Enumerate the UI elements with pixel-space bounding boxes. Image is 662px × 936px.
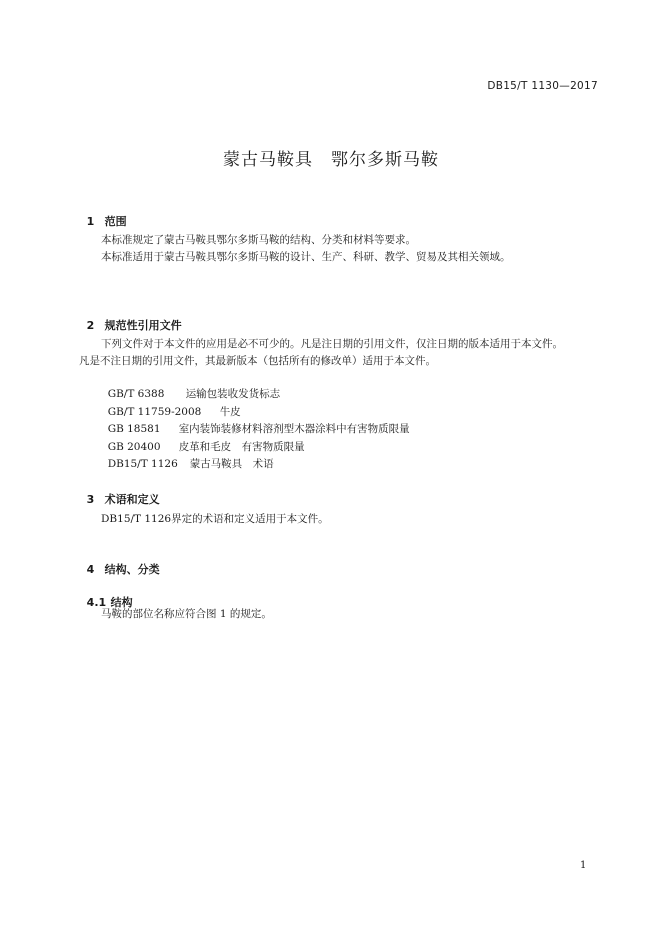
reference-title: 皮革和毛皮 有害物质限量: [178, 441, 305, 453]
section-number: 3: [86, 493, 95, 506]
reference-title: 室内装饰装修材料溶剂型木器涂料中有害物质限量: [178, 423, 410, 435]
section-title: 结构: [110, 596, 133, 609]
section-heading-normative-references: [79, 304, 182, 333]
reference-title: 运输包装收发货标志: [185, 388, 281, 400]
reference-code: GB 20400: [107, 441, 161, 453]
reference-code: DB15/T 1126: [107, 458, 178, 470]
section-number: 4: [86, 563, 95, 576]
terms-paragraph: DB15/T 1126界定的术语和定义适用于本文件。: [101, 513, 329, 525]
reference-code: GB/T 11759-2008: [107, 406, 202, 418]
section-heading-scope: [79, 200, 127, 229]
reference-title: 蒙古马鞍具 术语: [189, 458, 274, 470]
scope-paragraph-1: 本标准规定了蒙古马鞍具鄂尔多斯马鞍的结构、分类和材料等要求。: [101, 234, 416, 246]
section-heading-structure-classification: [79, 548, 160, 577]
page-number: 1: [580, 860, 587, 871]
references-intro-line-2: 凡是不注日期的引用文件，其最新版本（包括所有的修改单）适用于本文件。: [79, 355, 436, 367]
section-title: 规范性引用文件: [104, 319, 182, 332]
section-number: 4.1: [86, 596, 107, 609]
reference-code: GB 18581: [107, 423, 161, 435]
references-intro-line-1: 下列文件对于本文件的应用是必不可少的。凡是注日期的引用文件，仅注日期的版本适用于本文件。: [101, 338, 563, 350]
structure-paragraph: 马鞍的部位名称应符合图 1 的规定。: [101, 608, 272, 620]
document-code: DB15/T 1130—2017: [487, 80, 598, 92]
reference-code: GB/T 6388: [107, 388, 165, 400]
section-title: 结构、分类: [104, 563, 160, 576]
scope-paragraph-2: 本标准适用于蒙古马鞍具鄂尔多斯马鞍的设计、生产、科研、教学、贸易及其相关领域。: [101, 251, 511, 263]
document-title: 蒙古马鞍具 鄂尔多斯马鞍: [223, 150, 439, 170]
reference-item: [101, 444, 274, 471]
section-number: 2: [86, 319, 95, 332]
section-heading-terms-definitions: [79, 478, 160, 507]
section-title: 术语和定义: [104, 493, 160, 506]
section-title: 范围: [104, 215, 127, 228]
reference-title: 牛皮: [219, 406, 241, 418]
section-number: 1: [86, 215, 95, 228]
